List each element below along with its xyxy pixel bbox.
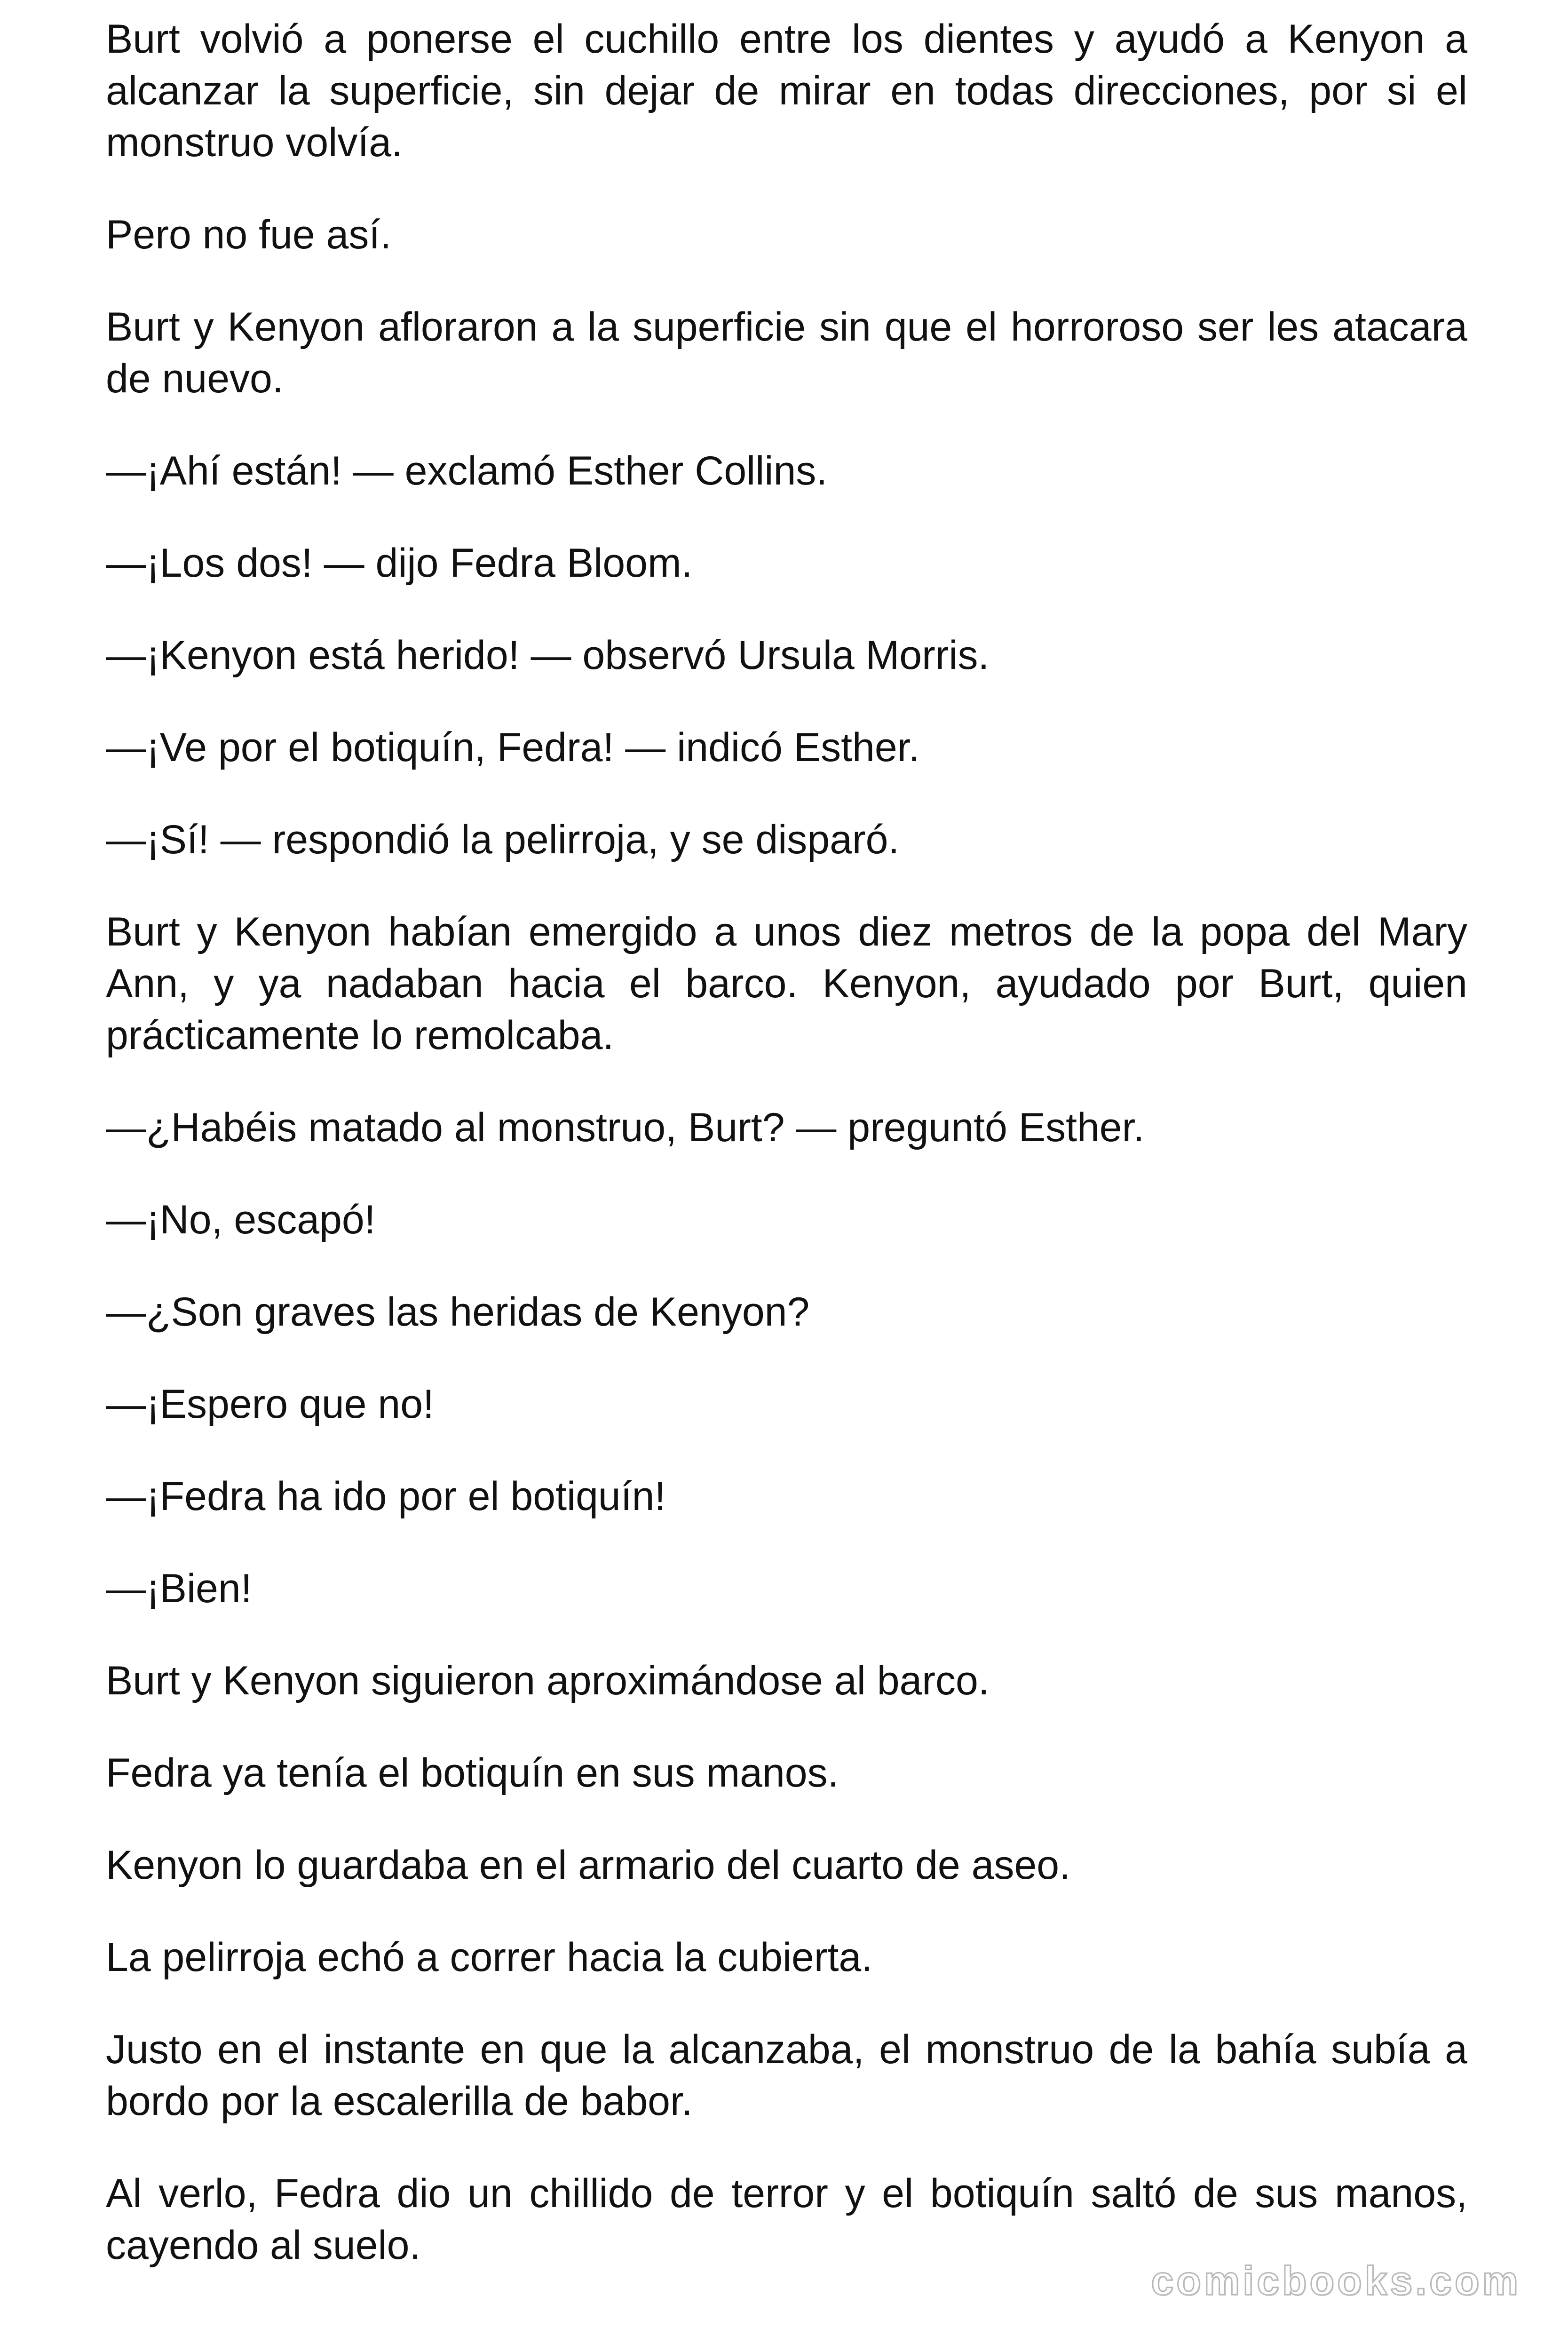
paragraph-2: Pero no fue así. bbox=[106, 212, 392, 257]
dialogue-line: —¿Son graves las heridas de Kenyon? bbox=[106, 1289, 810, 1335]
dialogue-line: —¡Bien! bbox=[106, 1566, 252, 1611]
dialogue-line: —¡Espero que no! bbox=[106, 1382, 434, 1427]
paragraph-16: Burt y Kenyon siguieron aproximándose al barco. bbox=[106, 1658, 990, 1703]
body-text bbox=[106, 13, 1467, 2312]
paragraph-20: Justo en el instante en que la alcanzaba, el monstruo de la bahía subía a bordo por la escalerilla de babor. bbox=[106, 2027, 1467, 2124]
paragraph-18: Kenyon lo guardaba en el armario del cuarto de aseo. bbox=[106, 1843, 1071, 1888]
dialogue-line: —¡Kenyon está herido! — observó Ursula Morris. bbox=[106, 633, 990, 678]
paragraph-21: Al verlo, Fedra dio un chillido de terror y el botiquín saltó de sus manos, cayendo al suelo. bbox=[106, 2171, 1467, 2268]
paragraph-1: Burt volvió a ponerse el cuchillo entre los dientes y ayudó a Kenyon a alcanzar la superficie, sin dejar de mirar en todas direcciones, por si el monstruo volvía. bbox=[106, 16, 1467, 165]
dialogue-line: —¡No, escapó! bbox=[106, 1197, 376, 1242]
dialogue-line: —¿Habéis matado al monstruo, Burt? — preguntó Esther. bbox=[106, 1105, 1145, 1150]
paragraph-19: La pelirroja echó a correr hacia la cubierta. bbox=[106, 1935, 873, 1980]
dialogue-line: —¡Fedra ha ido por el botiquín! bbox=[106, 1474, 666, 1519]
watermark-logo: comicbooks.com bbox=[1151, 2258, 1521, 2304]
dialogue-line: —¡Ve por el botiquín, Fedra! — indicó Esther. bbox=[106, 725, 920, 770]
dialogue-line: —¡Los dos! — dijo Fedra Bloom. bbox=[106, 540, 693, 586]
paragraph-3: Burt y Kenyon afloraron a la superficie sin que el horroroso ser les atacara de nuevo. bbox=[106, 304, 1467, 401]
dialogue-line: —¡Sí! — respondió la pelirroja, y se disparó. bbox=[106, 817, 900, 862]
paragraph-9: Burt y Kenyon habían emergido a unos diez metros de la popa del Mary Ann, y ya nadaban hacia el barco. Kenyon, ayudado por Burt, quien prácticamente lo remolcaba. bbox=[106, 909, 1467, 1058]
paragraph-17: Fedra ya tenía el botiquín en sus manos. bbox=[106, 1750, 839, 1796]
dialogue-line: —¡Ahí están! — exclamó Esther Collins. bbox=[106, 448, 828, 493]
